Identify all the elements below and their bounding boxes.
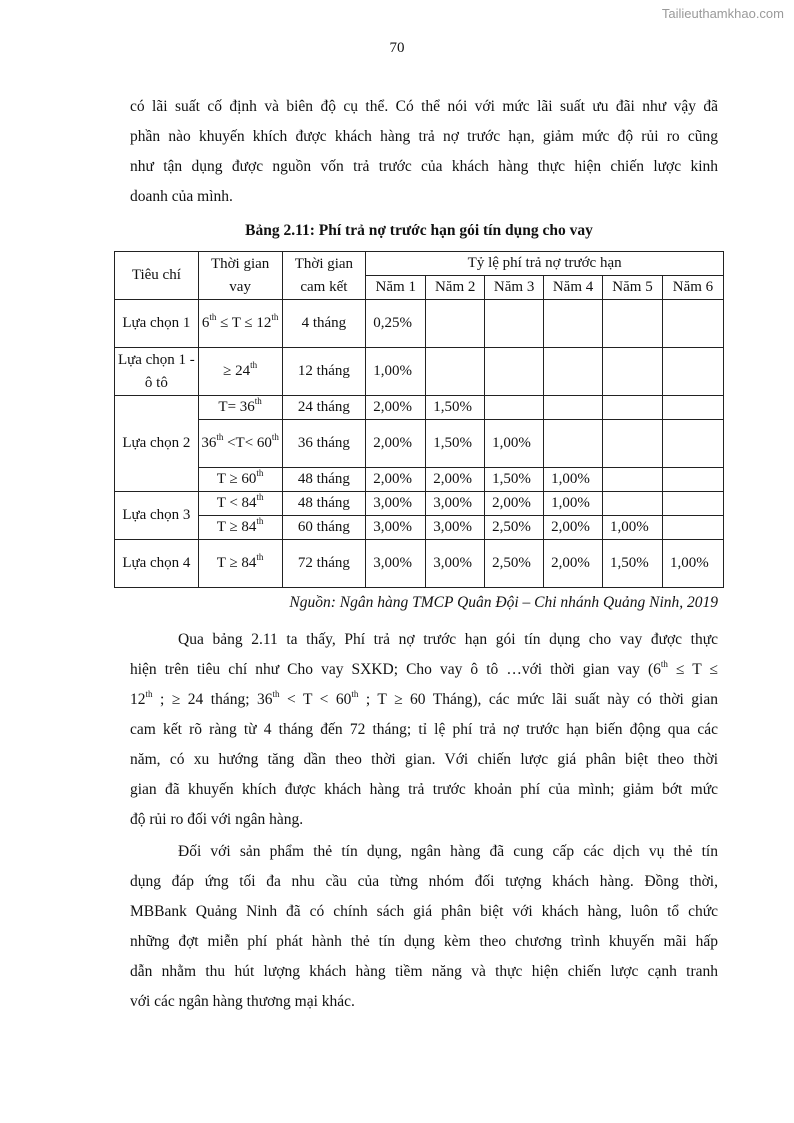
- rate-cell: [603, 348, 663, 396]
- text-line: có lãi suất cố định và biên độ cụ thể. Có thể nói với mức lãi suất ưu đãi như vậy đã: [130, 98, 718, 115]
- rate-cell: [662, 516, 723, 540]
- rate-cell: 0,25%: [366, 300, 426, 348]
- text-line: gian đã khuyến khích được khách hàng trả trước khoản phí của mình; giảm bớt mức: [130, 781, 718, 798]
- table-row: [115, 348, 724, 396]
- rate-cell: [426, 300, 485, 348]
- header-commit-term: Thời gian cam kết: [282, 252, 366, 300]
- rate-cell: [603, 420, 663, 468]
- term-cell: T= 36th: [198, 396, 282, 420]
- rate-cell: 2,00%: [366, 396, 426, 420]
- header-year: Năm 3: [485, 276, 544, 300]
- rate-cell: 3,00%: [426, 516, 485, 540]
- rate-cell: 1,00%: [603, 516, 663, 540]
- text-line: những đợt miễn phí phát hành thẻ tín dụng kèm theo chương trình khuyến mãi hấp: [130, 933, 718, 950]
- group-label: Lựa chọn 1: [115, 300, 199, 348]
- text-line: với các ngân hàng thương mại khác.: [130, 993, 355, 1010]
- text-line: phần nào khuyến khích được khách hàng trả nợ trước hạn, giảm mức độ rủi ro cũng: [130, 128, 718, 145]
- rate-cell: 3,00%: [426, 492, 485, 516]
- rate-cell: [603, 492, 663, 516]
- text-line: cam kết rõ ràng từ 4 tháng đến 72 tháng; tỉ lệ phí trả nợ trước hạn biến động qua các: [130, 721, 718, 738]
- rate-cell: [485, 348, 544, 396]
- table-row: [115, 540, 724, 588]
- commit-cell: 48 tháng: [282, 492, 366, 516]
- rate-cell: 1,00%: [662, 540, 723, 588]
- page-number: 70: [389, 40, 405, 56]
- header-year: Năm 2: [426, 276, 485, 300]
- rate-cell: 2,00%: [366, 420, 426, 468]
- table-caption: Bảng 2.11: Phí trả nợ trước hạn gói tín dụng cho vay: [245, 222, 593, 239]
- text-line: doanh của mình.: [130, 188, 233, 205]
- rate-cell: 2,00%: [366, 468, 426, 492]
- rate-cell: [662, 492, 723, 516]
- group-label: Lựa chọn 2: [115, 396, 199, 492]
- rate-cell: 3,00%: [426, 540, 485, 588]
- text-line: Đối với sản phẩm thẻ tín dụng, ngân hàng đã cung cấp các dịch vụ thẻ tín: [178, 843, 718, 860]
- rate-cell: 2,00%: [544, 540, 603, 588]
- table-row: [115, 420, 724, 468]
- header-loan-term: Thời gian vay: [198, 252, 282, 300]
- text-line: như tận dụng được nguồn vốn trả trước của khách hàng thực hiện chiến lược kinh: [130, 158, 718, 175]
- rate-cell: 1,50%: [426, 396, 485, 420]
- rate-cell: 2,50%: [485, 516, 544, 540]
- rate-cell: [603, 468, 663, 492]
- header-row: [115, 252, 724, 276]
- paragraph-2: [130, 625, 718, 835]
- commit-cell: 72 tháng: [282, 540, 366, 588]
- term-cell: 6th ≤ T ≤ 12th: [198, 300, 282, 348]
- rate-cell: 2,00%: [544, 516, 603, 540]
- term-cell: T < 84th: [198, 492, 282, 516]
- rate-cell: [662, 420, 723, 468]
- rate-cell: [662, 348, 723, 396]
- table-source: Nguồn: Ngân hàng TMCP Quân Đội – Chi nhánh Quảng Ninh, 2019: [289, 594, 718, 611]
- fee-table: [114, 251, 724, 588]
- rate-cell: 2,00%: [485, 492, 544, 516]
- text-line: hiện trên tiêu chí như Cho vay SXKD; Cho vay ô tô …với thời gian vay (6th ≤ T ≤: [130, 658, 719, 678]
- commit-cell: 48 tháng: [282, 468, 366, 492]
- rate-cell: 1,50%: [603, 540, 663, 588]
- header-year: Năm 1: [366, 276, 426, 300]
- rate-cell: 2,00%: [426, 468, 485, 492]
- rate-cell: 1,00%: [544, 468, 603, 492]
- rate-cell: 3,00%: [366, 540, 426, 588]
- term-cell: T ≥ 84th: [198, 516, 282, 540]
- commit-cell: 24 tháng: [282, 396, 366, 420]
- group-label: Lựa chọn 3: [115, 492, 199, 540]
- text-line: Qua bảng 2.11 ta thấy, Phí trả nợ trước hạn gói tín dụng cho vay được thực: [178, 631, 718, 648]
- group-label: Lựa chọn 1 - ô tô: [115, 348, 199, 396]
- rate-cell: [544, 348, 603, 396]
- rate-cell: [603, 396, 663, 420]
- text-line: MBBank Quảng Ninh đã có chính sách giá phân biệt với khách hàng, luôn tổ chức: [130, 903, 718, 920]
- rate-cell: [544, 396, 603, 420]
- rate-cell: 3,00%: [366, 492, 426, 516]
- rate-cell: 3,00%: [366, 516, 426, 540]
- text-line: năm, có xu hướng tăng dần theo thời gian. Với chiến lược giá phân biệt theo thời: [130, 751, 718, 768]
- term-cell: T ≥ 84th: [198, 540, 282, 588]
- rate-cell: [662, 468, 723, 492]
- table-row: [115, 300, 724, 348]
- rate-cell: [603, 300, 663, 348]
- rate-cell: 2,50%: [485, 540, 544, 588]
- header-year: Năm 5: [603, 276, 663, 300]
- commit-cell: 36 tháng: [282, 420, 366, 468]
- table-row: [115, 468, 724, 492]
- rate-cell: 1,00%: [366, 348, 426, 396]
- rate-cell: [544, 300, 603, 348]
- table-row: [115, 516, 724, 540]
- term-cell: 36th <T< 60th: [198, 420, 282, 468]
- term-cell: ≥ 24th: [198, 348, 282, 396]
- term-cell: T ≥ 60th: [198, 468, 282, 492]
- text-line: 12th ; ≥ 24 tháng; 36th < T < 60th ; T ≥ 60 Tháng), các mức lãi suất này có thời gian: [130, 688, 718, 708]
- watermark: Tailieuthamkhao.com: [661, 6, 784, 21]
- header-year: Năm 6: [662, 276, 723, 300]
- rate-cell: [544, 420, 603, 468]
- rate-cell: 1,00%: [544, 492, 603, 516]
- rate-cell: [485, 300, 544, 348]
- rate-cell: [662, 300, 723, 348]
- rate-cell: [485, 396, 544, 420]
- header-year: Năm 4: [544, 276, 603, 300]
- rate-cell: [426, 348, 485, 396]
- table-row: [115, 492, 724, 516]
- header-fee-rate: Tỷ lệ phí trả nợ trước hạn: [366, 252, 724, 276]
- table-row: [115, 396, 724, 420]
- rate-cell: 1,00%: [485, 420, 544, 468]
- text-line: dẫn nhằm thu hút lượng khách hàng tiềm năng và thực hiện chiến lược cạnh tranh: [130, 963, 718, 980]
- commit-cell: 4 tháng: [282, 300, 366, 348]
- text-line: dụng đáp ứng tối đa nhu cầu của từng nhóm đối tượng khách hàng. Đồng thời,: [130, 873, 718, 890]
- paragraph-1: [130, 92, 718, 212]
- paragraph-3: [130, 837, 718, 1017]
- rate-cell: [662, 396, 723, 420]
- text-line: độ rủi ro đối với ngân hàng.: [130, 811, 304, 828]
- group-label: Lựa chọn 4: [115, 540, 199, 588]
- rate-cell: 1,50%: [426, 420, 485, 468]
- commit-cell: 12 tháng: [282, 348, 366, 396]
- rate-cell: 1,50%: [485, 468, 544, 492]
- commit-cell: 60 tháng: [282, 516, 366, 540]
- header-criteria: Tiêu chí: [115, 252, 199, 300]
